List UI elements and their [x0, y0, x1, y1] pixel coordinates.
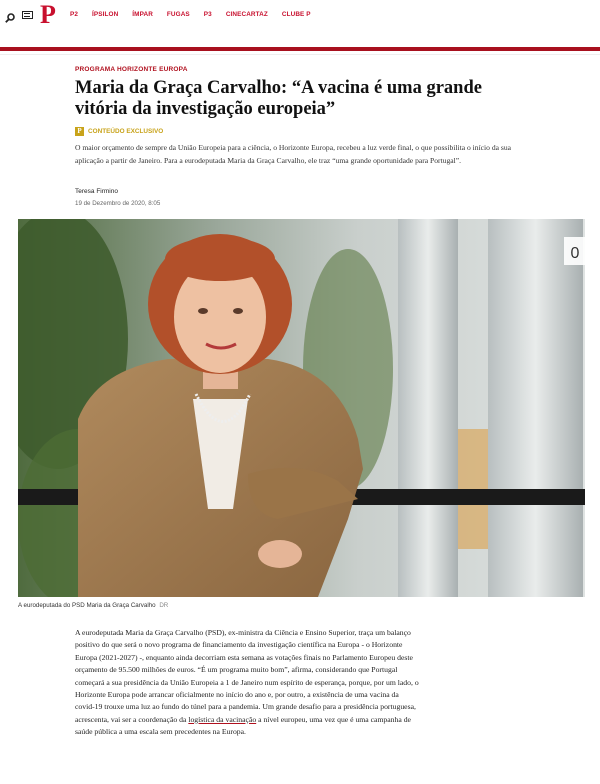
newsletter-icon[interactable] [22, 11, 33, 19]
publish-date: 19 de Dezembro de 2020, 8:05 [75, 200, 161, 207]
nav-link-p2[interactable]: P2 [70, 11, 79, 18]
caption-text: A eurodeputada do PSD Maria da Graça Carvalho [18, 602, 156, 609]
body-text-end: a nível europeu, uma vez que é uma campanha de saúde pública a uma escala sem precedentes na Europa. [75, 714, 411, 737]
article-body-paragraph [75, 627, 420, 739]
nav-link-p3[interactable]: P3 [203, 11, 212, 18]
section-links [70, 11, 325, 18]
article-lead: O maior orçamento de sempre da União Europeia para a ciência, o Horizonte Europa, recebeu a luz verde final, o que possibilita o início da sua aplicação a partir de Janeiro. Para a eurodeputada Maria da Graça Carvalho, ele traz “uma grande oportunidade para Portugal”. [75, 143, 512, 165]
article-photo[interactable] [18, 219, 585, 597]
article-kicker[interactable]: PROGRAMA HORIZONTE EUROPA [75, 66, 188, 73]
nav-link-cinecartaz[interactable]: CINECARTAZ [225, 11, 268, 18]
nav-link-clube-p[interactable]: CLUBE P [281, 11, 311, 18]
photo-counter: 0 [570, 245, 580, 262]
top-navigation [0, 0, 600, 30]
body-text-start: A eurodeputada Maria da Graça Carvalho (PSD), ex-ministra da Ciência e Ensino Superior, traça um balanço positivo do que será o novo programa de financiamento da investigação científica na Europa - o Horizonte Europa (2021-2027) -, enquanto ainda decorriam esta semana as votações finais no Parlamento Europeu deste orçamento de 95.500 milhões de euros. “É um programa muito bom”, afirma, considerando que Portugal começará a sua presidência da União Europeia a 1 de Janeiro num espírito de esperança, porque, por um lado, o Horizonte Europa pode arrancar oficialmente no início do ano e, por outro, a existência de uma vacina da covid-19 trouxe uma luz ao fundo do túnel para a pandemia. Um grande desafio para a presidência portuguesa, acrescenta, vai ser a coordenação da [75, 628, 419, 724]
author-name[interactable]: Teresa Firmino [75, 188, 118, 195]
exclusive-p-icon: P [75, 127, 84, 136]
nav-link-fugas[interactable]: FUGAS [166, 11, 190, 18]
photo-caption [18, 602, 168, 609]
exclusive-content-badge [75, 127, 163, 136]
nav-link-ipsilon[interactable]: ÍPSILON [92, 11, 119, 18]
nav-link-impar[interactable]: ÍMPAR [132, 11, 153, 18]
search-icon[interactable] [5, 10, 15, 20]
header-divider [0, 47, 600, 51]
link-logistica-vacinacao[interactable]: logística da vacinação [188, 714, 257, 724]
publico-logo[interactable]: P [40, 0, 56, 29]
portrait-illustration [18, 219, 585, 597]
article-title: Maria da Graça Carvalho: “A vacina é uma grande vitória da investigação europeia” [75, 78, 482, 119]
caption-credit: DR [159, 602, 169, 609]
exclusive-label: CONTEÚDO EXCLUSIVO [88, 128, 164, 135]
divider-line [0, 54, 600, 55]
